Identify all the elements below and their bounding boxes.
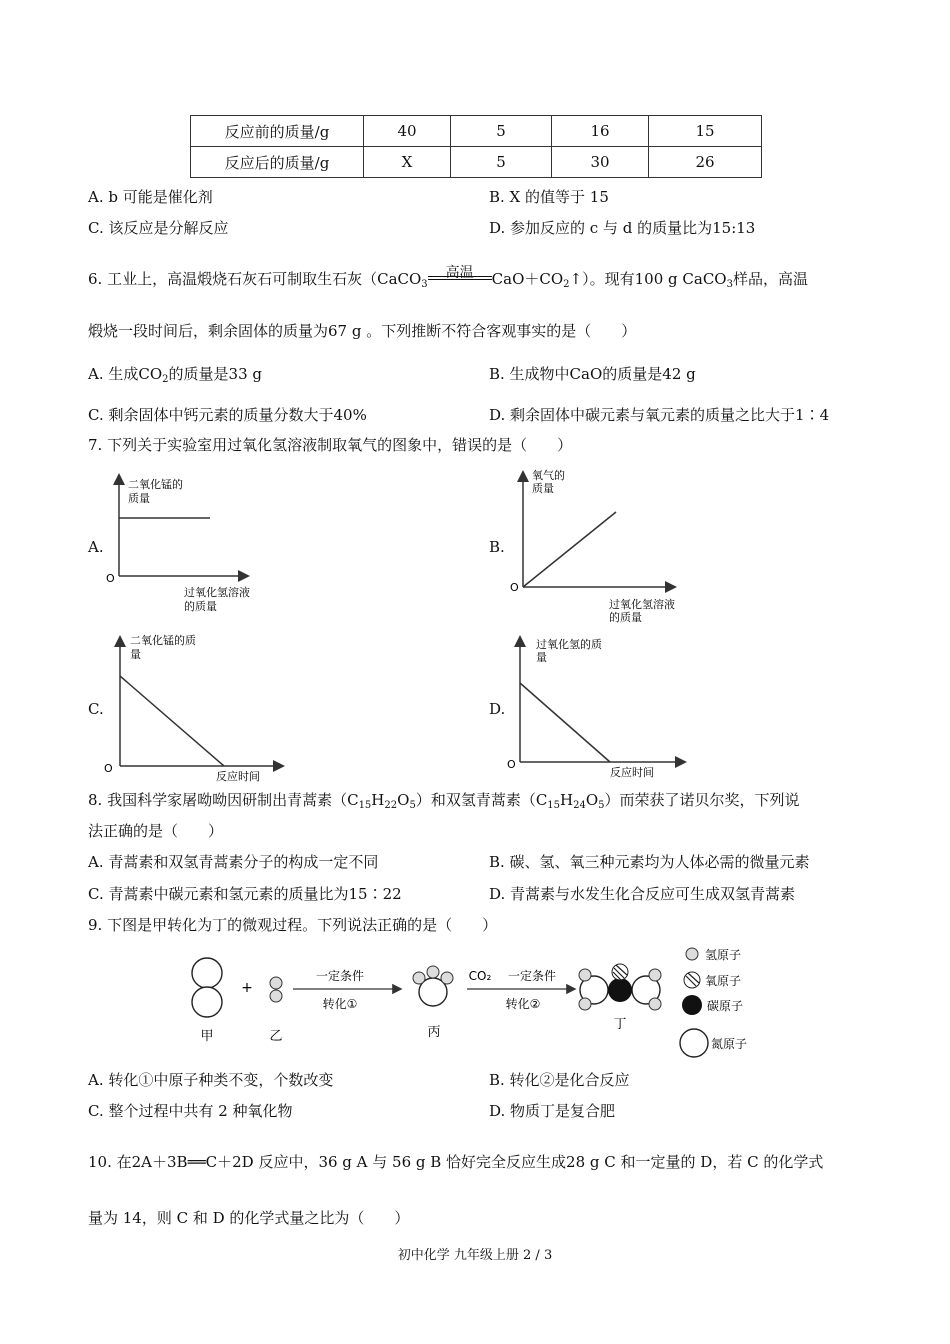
q8-option-d: D. 青蒿素与水发生化合反应可生成双氢青蒿素 xyxy=(489,885,796,903)
q6-reactant: CaCO xyxy=(377,270,422,288)
label-yi: 乙 xyxy=(269,1029,283,1044)
x-label-2: 的质量 xyxy=(184,600,217,613)
curve-line xyxy=(120,676,224,766)
arrow2-co2: CO₂ xyxy=(468,969,492,983)
arrow1-label: 转化① xyxy=(322,997,358,1011)
q8-text: O xyxy=(397,791,410,809)
label-ding: 丁 xyxy=(613,1017,627,1032)
q7-stem: 7. 下列关于实验室用过氧化氢溶液制取氧气的图象中，错误的是（ ） xyxy=(88,436,573,454)
q9-diagram xyxy=(180,940,780,1060)
mass-table xyxy=(190,115,762,178)
y-label-1: 过氧化氢的质 xyxy=(536,638,602,651)
legend-nitrogen: 氮原子 xyxy=(711,1037,748,1051)
q9-option-d: D. 物质丁是复合肥 xyxy=(489,1102,616,1120)
table-cell: X xyxy=(364,147,451,178)
y-label-2: 质量 xyxy=(128,492,150,505)
q10-line2: 量为 14，则 C 和 D 的化学式量之比为（ ） xyxy=(88,1209,410,1227)
q9-option-b: B. 转化②是化合反应 xyxy=(489,1071,630,1089)
table-cell: 15 xyxy=(649,116,762,147)
legend-carbon-icon xyxy=(682,995,702,1015)
y-label-1: 氧气的 xyxy=(532,469,565,482)
legend-hydrogen-icon xyxy=(686,948,698,960)
table-row xyxy=(191,147,762,178)
sub-15: 15 xyxy=(358,800,372,811)
row-label: 反应前的质量/g xyxy=(191,116,364,147)
q5-option-d: D. 参加反应的 c 与 d 的质量比为15:13 xyxy=(489,219,756,237)
x-label-1: 反应时间 xyxy=(216,770,260,782)
table-cell: 5 xyxy=(451,116,552,147)
graph-d-letter: D. xyxy=(489,700,506,718)
table-cell: 5 xyxy=(451,147,552,178)
q8-text: ）和双氢青蒿素（C xyxy=(415,791,548,809)
graph-c xyxy=(102,630,292,782)
y-label-1: 二氧化锰的质 xyxy=(130,634,196,647)
arrow1-condition: 一定条件 xyxy=(315,969,365,983)
y-label-2: 质量 xyxy=(532,482,554,495)
q8-option-a: A. 青蒿素和双氢青蒿素分子的构成一定不同 xyxy=(88,853,379,871)
y-label-2: 量 xyxy=(130,648,141,661)
q9-option-a: A. 转化①中原子种类不变，个数改变 xyxy=(88,1071,334,1089)
hydrogen-atom xyxy=(427,966,439,978)
q6-condition: 高温 xyxy=(445,265,474,281)
page-footer: 初中化学 九年级上册 2 / 3 xyxy=(397,1248,553,1263)
oxygen-atom xyxy=(612,964,628,980)
table-cell: 26 xyxy=(649,147,762,178)
plus-sign: + xyxy=(241,980,253,996)
x-label-1: 过氧化氢溶液 xyxy=(609,598,675,611)
q8-text: H xyxy=(560,791,574,809)
q8-text: H xyxy=(371,791,385,809)
q8-text: O xyxy=(585,791,599,809)
q8-option-b: B. 碳、氢、氧三种元素均为人体必需的微量元素 xyxy=(489,853,810,871)
q6-a-post: 的质量是33 g xyxy=(168,365,262,383)
table-cell: 40 xyxy=(364,116,451,147)
origin-label: O xyxy=(510,581,519,594)
q6-stem: 6. 工业上，高温煅烧石灰石可制取生石灰（CaCO$_3$ 高温 $CaO+CO_2↑$）。现有100 g CaCO$_3$样品，高温 xyxy=(88,268,808,290)
graph-b xyxy=(506,465,686,625)
row-label: 反应后的质量/g xyxy=(191,147,364,178)
q6-option-a: A. 生成$CO_2$的质量是33 g xyxy=(88,365,262,385)
hydrogen-atom xyxy=(649,969,661,981)
q6-a-pre: A. 生成CO xyxy=(88,365,163,383)
hydrogen-atom xyxy=(579,969,591,981)
q6-option-d: D. 剩余固体中碳元素与氧元素的质量之比大于1∶4 xyxy=(489,406,830,424)
hydrogen-atom xyxy=(579,998,591,1010)
q5-option-c: C. 该反应是分解反应 xyxy=(88,219,229,237)
graph-a-letter: A. xyxy=(88,538,104,556)
graph-b-letter: B. xyxy=(489,538,505,556)
graph-c-letter: C. xyxy=(88,700,104,718)
sub-5: 5 xyxy=(409,800,416,811)
nitrogen-atom xyxy=(192,987,222,1017)
q6-product: CaO＋CO xyxy=(491,270,564,288)
q6-line2: 煅烧一段时间后，剩余固体的质量为67 g 。下列推断不符合客观事实的是（ ） xyxy=(88,322,637,340)
label-bing: 丙 xyxy=(427,1025,441,1040)
x-label-2: 的质量 xyxy=(609,611,642,624)
graph-d xyxy=(504,632,694,782)
hydrogen-atom xyxy=(270,977,282,989)
legend-hydrogen: 氢原子 xyxy=(705,948,742,962)
arrow2-label: 转化② xyxy=(505,997,541,1011)
q6-tail2: 样品，高温 xyxy=(732,270,808,288)
graph-a xyxy=(100,468,260,618)
q9-stem: 9. 下图是甲转化为丁的微观过程。下列说法正确的是（ ） xyxy=(88,916,498,934)
y-label-2: 量 xyxy=(536,651,547,664)
legend-carbon: 碳原子 xyxy=(707,999,744,1013)
legend-oxygen: 氧原子 xyxy=(705,974,742,988)
q6-option-b: B. 生成物中CaO的质量是42 g xyxy=(489,365,696,383)
sub-24: 24 xyxy=(573,800,586,811)
table-cell: 16 xyxy=(552,116,649,147)
origin-label: O xyxy=(507,758,516,771)
table-row xyxy=(191,116,762,147)
table-cell: 30 xyxy=(552,147,649,178)
carbon-atom xyxy=(608,978,632,1002)
hydrogen-atom xyxy=(413,972,425,984)
x-label-1: 过氧化氢溶液 xyxy=(184,586,250,599)
hydrogen-atom xyxy=(270,990,282,1002)
q6-intro: 6. 工业上，高温煅烧石灰石可制取生石灰（ xyxy=(88,270,378,288)
q8-text: 8. 我国科学家屠呦呦因研制出青蒿素（C xyxy=(88,791,359,809)
curve-line xyxy=(520,683,610,762)
q6-tail: ）。现有100 g CaCO xyxy=(582,270,727,288)
y-label-1: 二氧化锰的 xyxy=(128,478,183,491)
q8-line2: 法正确的是（ ） xyxy=(88,822,224,840)
hydrogen-atom xyxy=(441,972,453,984)
x-label-1: 反应时间 xyxy=(610,766,654,779)
nitrogen-atom xyxy=(192,958,222,988)
origin-label: O xyxy=(106,572,115,585)
q8-text: ）而荣获了诺贝尔奖，下列说 xyxy=(604,791,800,809)
arrow2-condition: 一定条件 xyxy=(507,969,557,983)
label-jia: 甲 xyxy=(200,1029,214,1044)
q8-stem: 8. 我国科学家屠呦呦因研制出青蒿素$(C_{15}H_{22}O_5)$和双氢青蒿素$(C_{15}H_{24}O_5)$而荣获了诺贝尔奖，下列说 xyxy=(88,791,800,811)
q8-option-c: C. 青蒿素中碳元素和氢元素的质量比为15∶22 xyxy=(88,885,402,903)
legend-oxygen-icon xyxy=(684,972,700,988)
origin-label: O xyxy=(104,762,113,775)
q9-option-c: C. 整个过程中共有 2 种氧化物 xyxy=(88,1102,293,1120)
q6-option-c: C. 剩余固体中钙元素的质量分数大于40% xyxy=(88,406,367,424)
hydrogen-atom xyxy=(649,998,661,1010)
q5-option-b: B. X 的值等于 15 xyxy=(489,188,609,206)
legend-nitrogen-icon xyxy=(680,1029,708,1057)
q5-option-a: A. b 可能是催化剂 xyxy=(88,188,213,206)
sub-22: 22 xyxy=(384,800,398,811)
curve-line xyxy=(523,512,616,587)
q10-line1: 10. 在2A＋3B══C＋2D 反应中，36 g A 与 56 g B 恰好完全反应生成28 g C 和一定量的 D，若 C 的化学式 xyxy=(88,1153,824,1171)
